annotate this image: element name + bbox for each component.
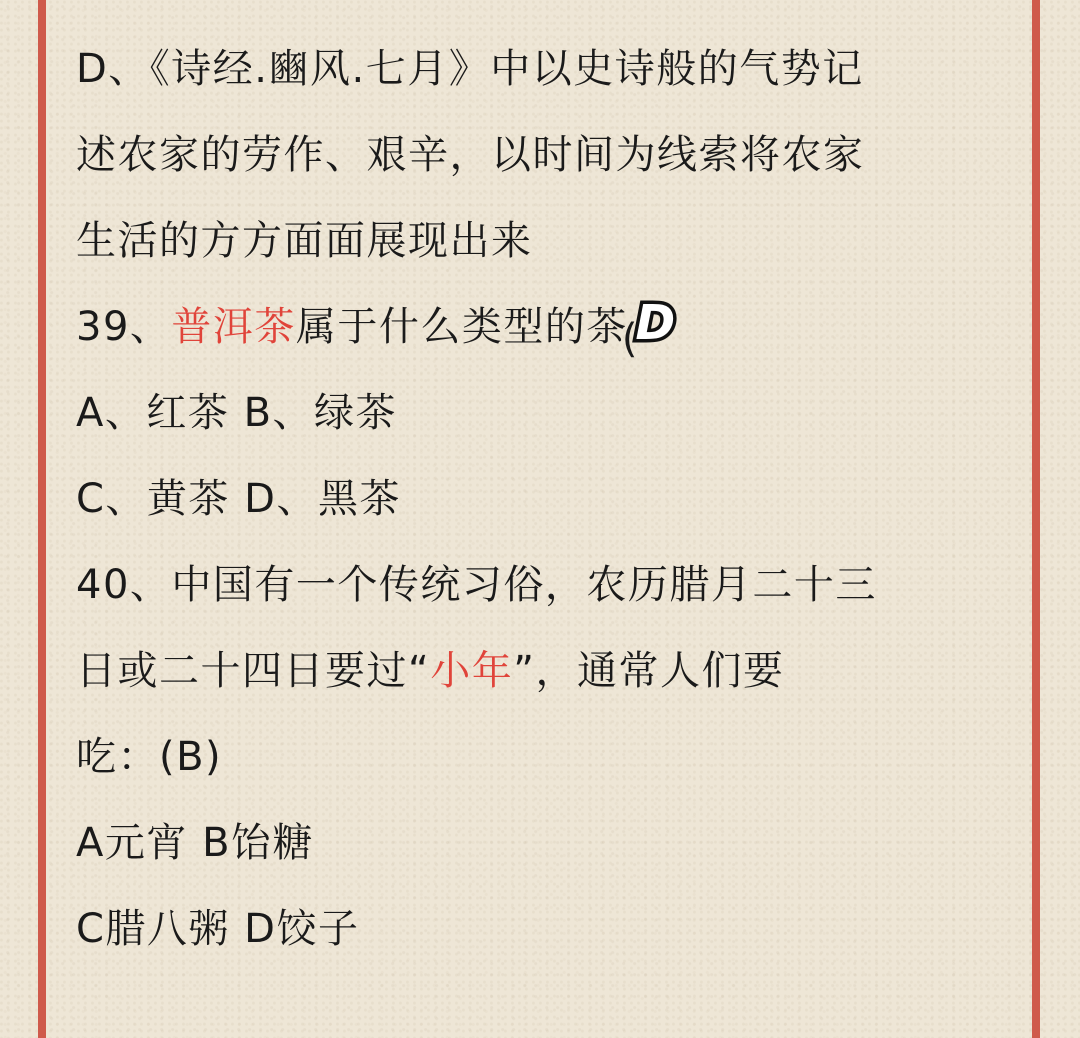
q40-highlight-xiaonian: 小年 <box>430 648 514 694</box>
question-sheet <box>76 26 1016 972</box>
q39-question <box>76 284 1016 370</box>
q39-highlight-puer-tea: 普洱茶 <box>171 304 296 350</box>
q39-answer-badge <box>628 294 684 350</box>
q38-option-d-line-2: 述农家的劳作、艰辛，以时间为线索将农家 <box>76 132 865 178</box>
q39-answer-mark <box>621 294 682 362</box>
q39-options-ab: A、红茶 B、绿茶 <box>76 390 398 436</box>
q39-answer-letter: D <box>635 295 677 350</box>
q39-number: 39、 <box>76 304 172 350</box>
q39-options-cd: C、黄茶 D、黑茶 <box>76 476 401 522</box>
q40-line-2-before: 日或二十四日要过“ <box>76 648 431 694</box>
q40-line-2-after: ”，通常人们要 <box>513 648 785 694</box>
q40-line-2 <box>76 628 1016 714</box>
q39-open-paren: ( <box>621 316 640 362</box>
right-border-line <box>1032 0 1040 1038</box>
q39-question-text: 属于什么类型的茶 <box>295 304 628 350</box>
q40-options-cd: C腊八粥 D饺子 <box>76 906 360 952</box>
q40-line-3: 吃：(B) <box>76 734 223 780</box>
q40-line-1: 40、中国有一个传统习俗，农历腊月二十三 <box>76 562 877 608</box>
left-border-line <box>38 0 46 1038</box>
q38-option-d-line-1: D、《诗经.豳风.七月》中以史诗般的气势记 <box>76 46 864 92</box>
q38-option-d-line-3: 生活的方方面面展现出来 <box>76 218 533 264</box>
q40-options-ab: A元宵 B饴糖 <box>76 820 315 866</box>
